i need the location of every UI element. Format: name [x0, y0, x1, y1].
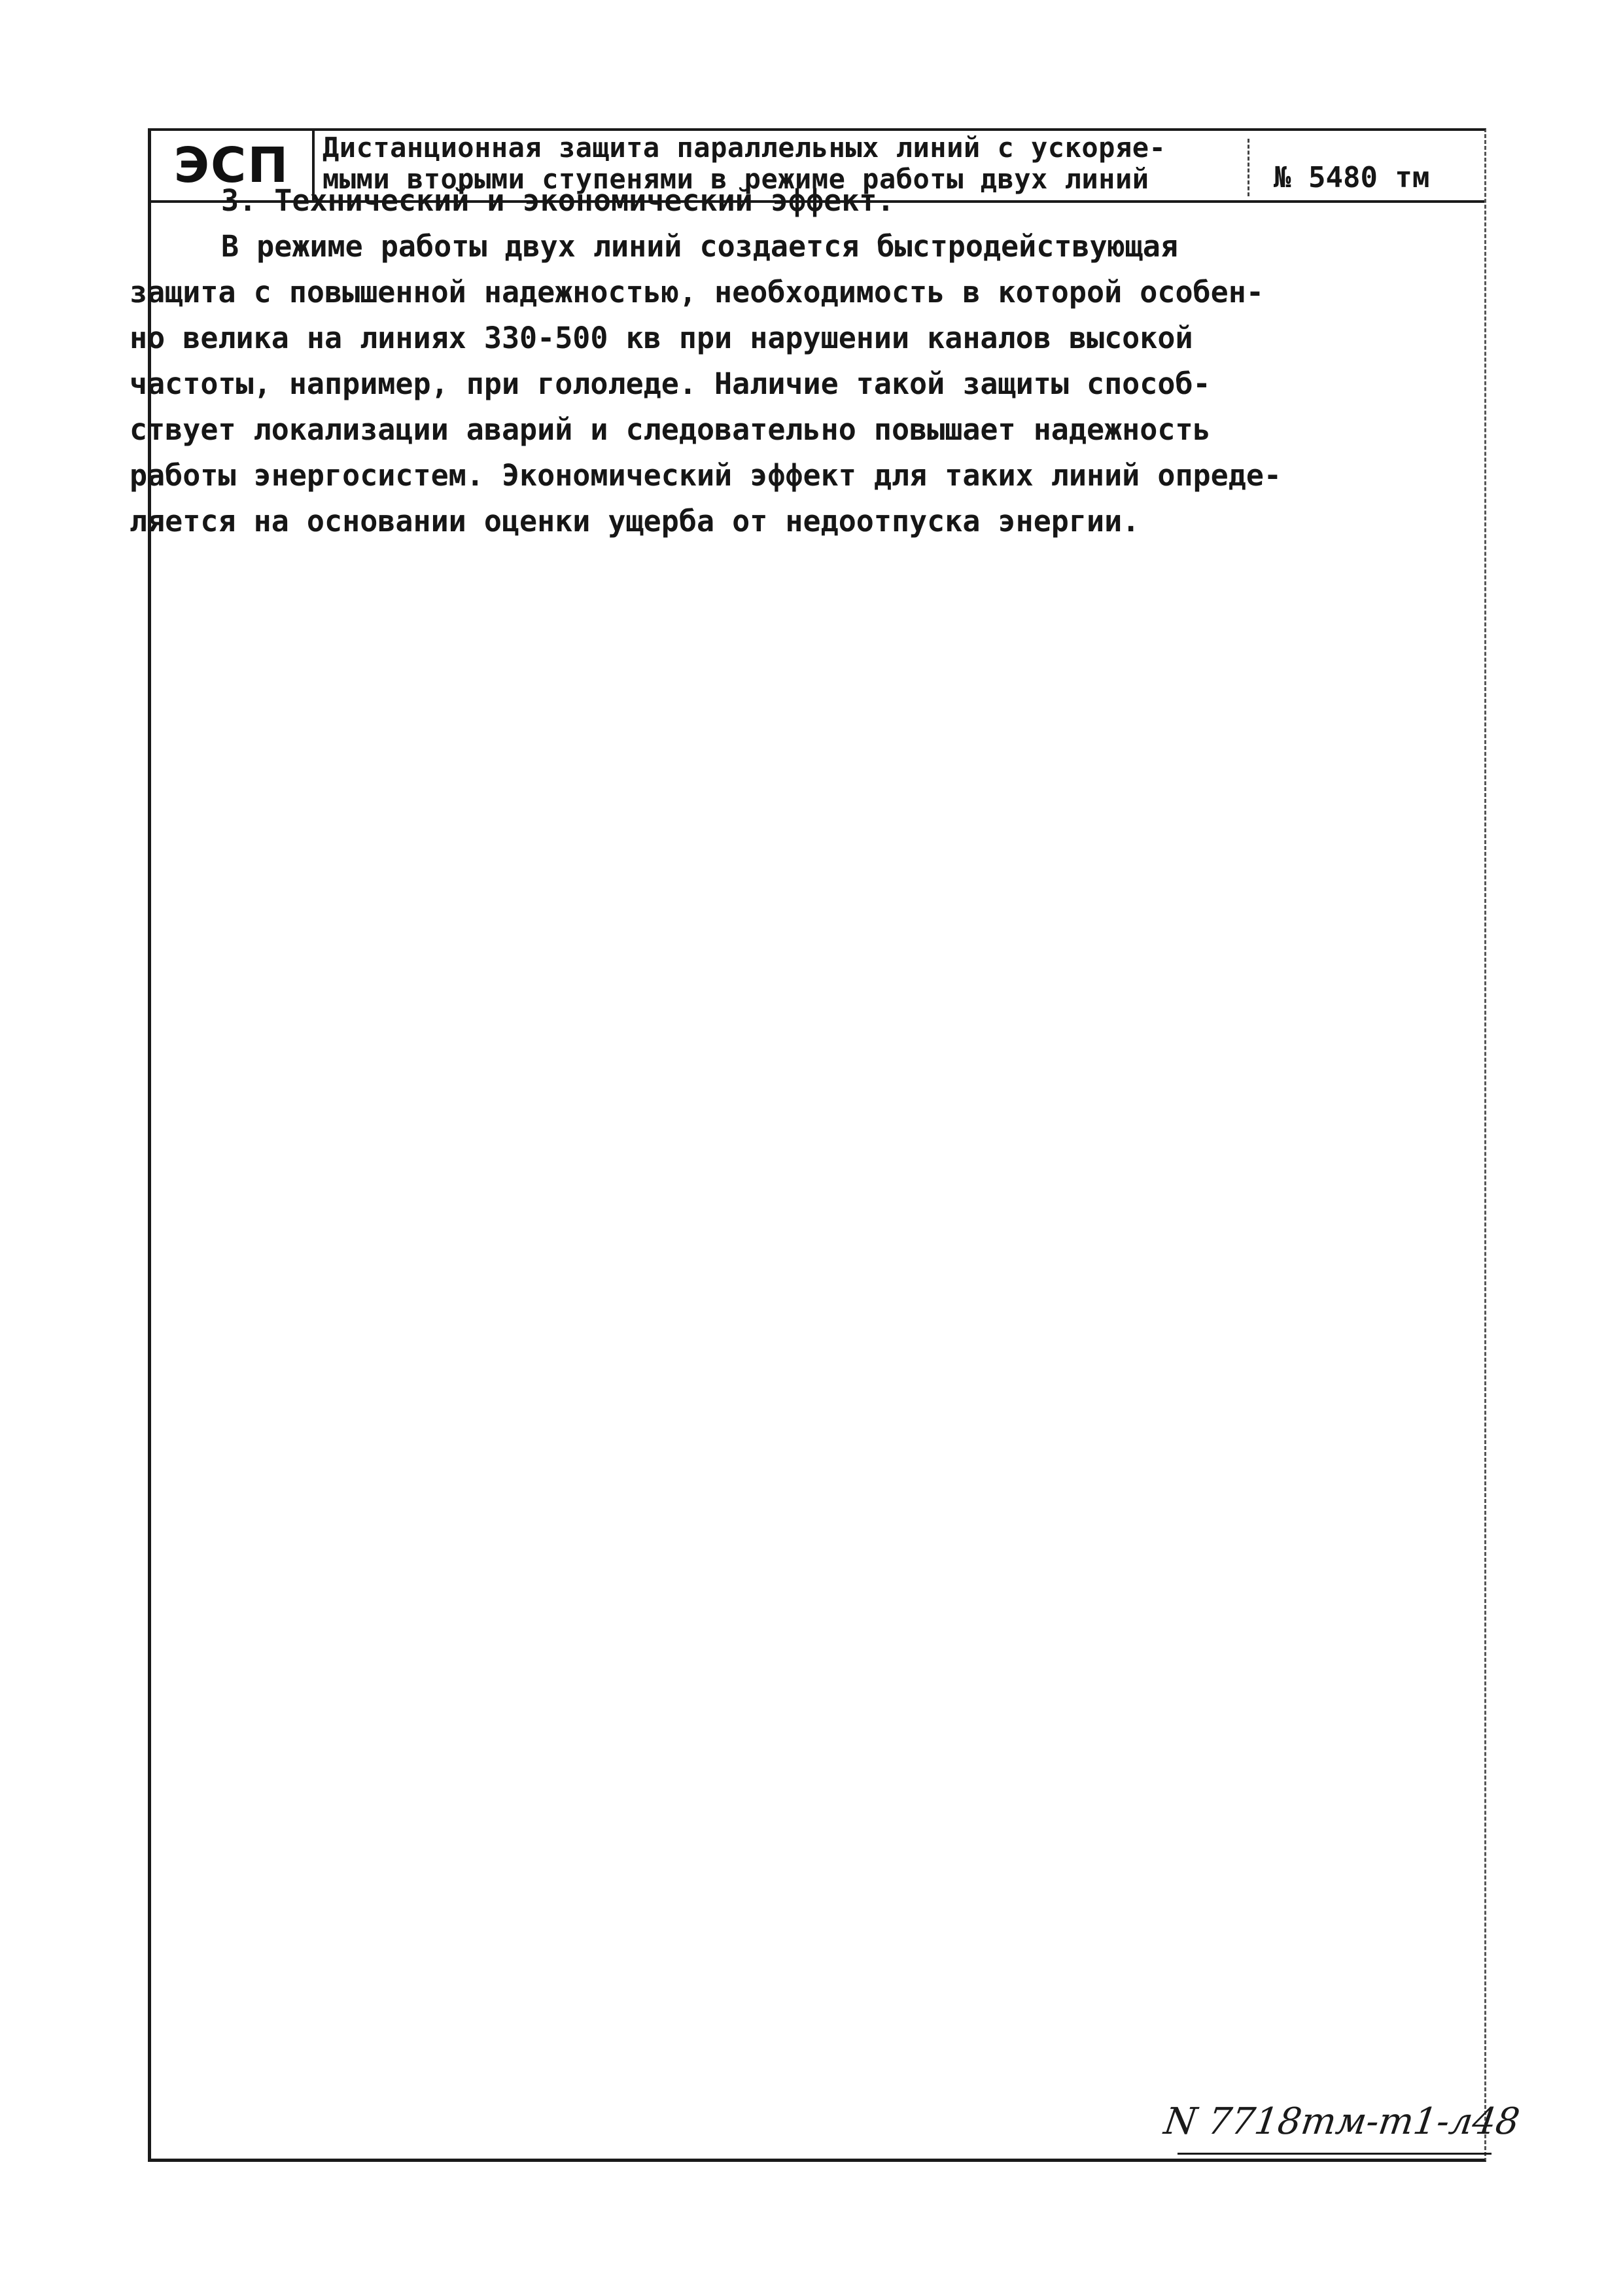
paragraph-line: работы энергосистем. Экономический эффект для таких линий опреде- — [130, 458, 1282, 493]
paragraph-line: но велика на линиях 330-500 кв при нарушении каналов высокой — [130, 321, 1193, 355]
inventory-underline — [1178, 2153, 1492, 2155]
document-title-line: мыми вторыми ступенями в режиме работы двух линий — [323, 163, 1149, 195]
document-number: № 5480 тм — [1274, 161, 1430, 194]
handwritten-inventory-number: N 7718тм-т1-л48 — [1161, 2100, 1522, 2143]
paragraph-line: частоты, например, при гололеде. Наличие такой защиты способ- — [130, 366, 1211, 401]
section-heading: 3. Технический и экономический эффект. — [221, 183, 895, 218]
section-paragraph — [130, 224, 1327, 544]
paragraph-line: ляется на основании оценки ущерба от недоотпуска энергии. — [130, 504, 1140, 539]
organization-logo: ЭСП — [151, 131, 315, 200]
paragraph-line: В режиме работы двух линий создается быстродействующая — [221, 229, 1178, 264]
paragraph-line: защита с повышенной надежностью, необходимость в которой особен- — [130, 275, 1264, 309]
document-body — [130, 178, 1327, 544]
paragraph-line: ствует локализации аварий и следовательно повышает надежность — [130, 412, 1211, 447]
document-title-line: Дистанционная защита параллельных линий с ускоряе- — [323, 132, 1166, 164]
